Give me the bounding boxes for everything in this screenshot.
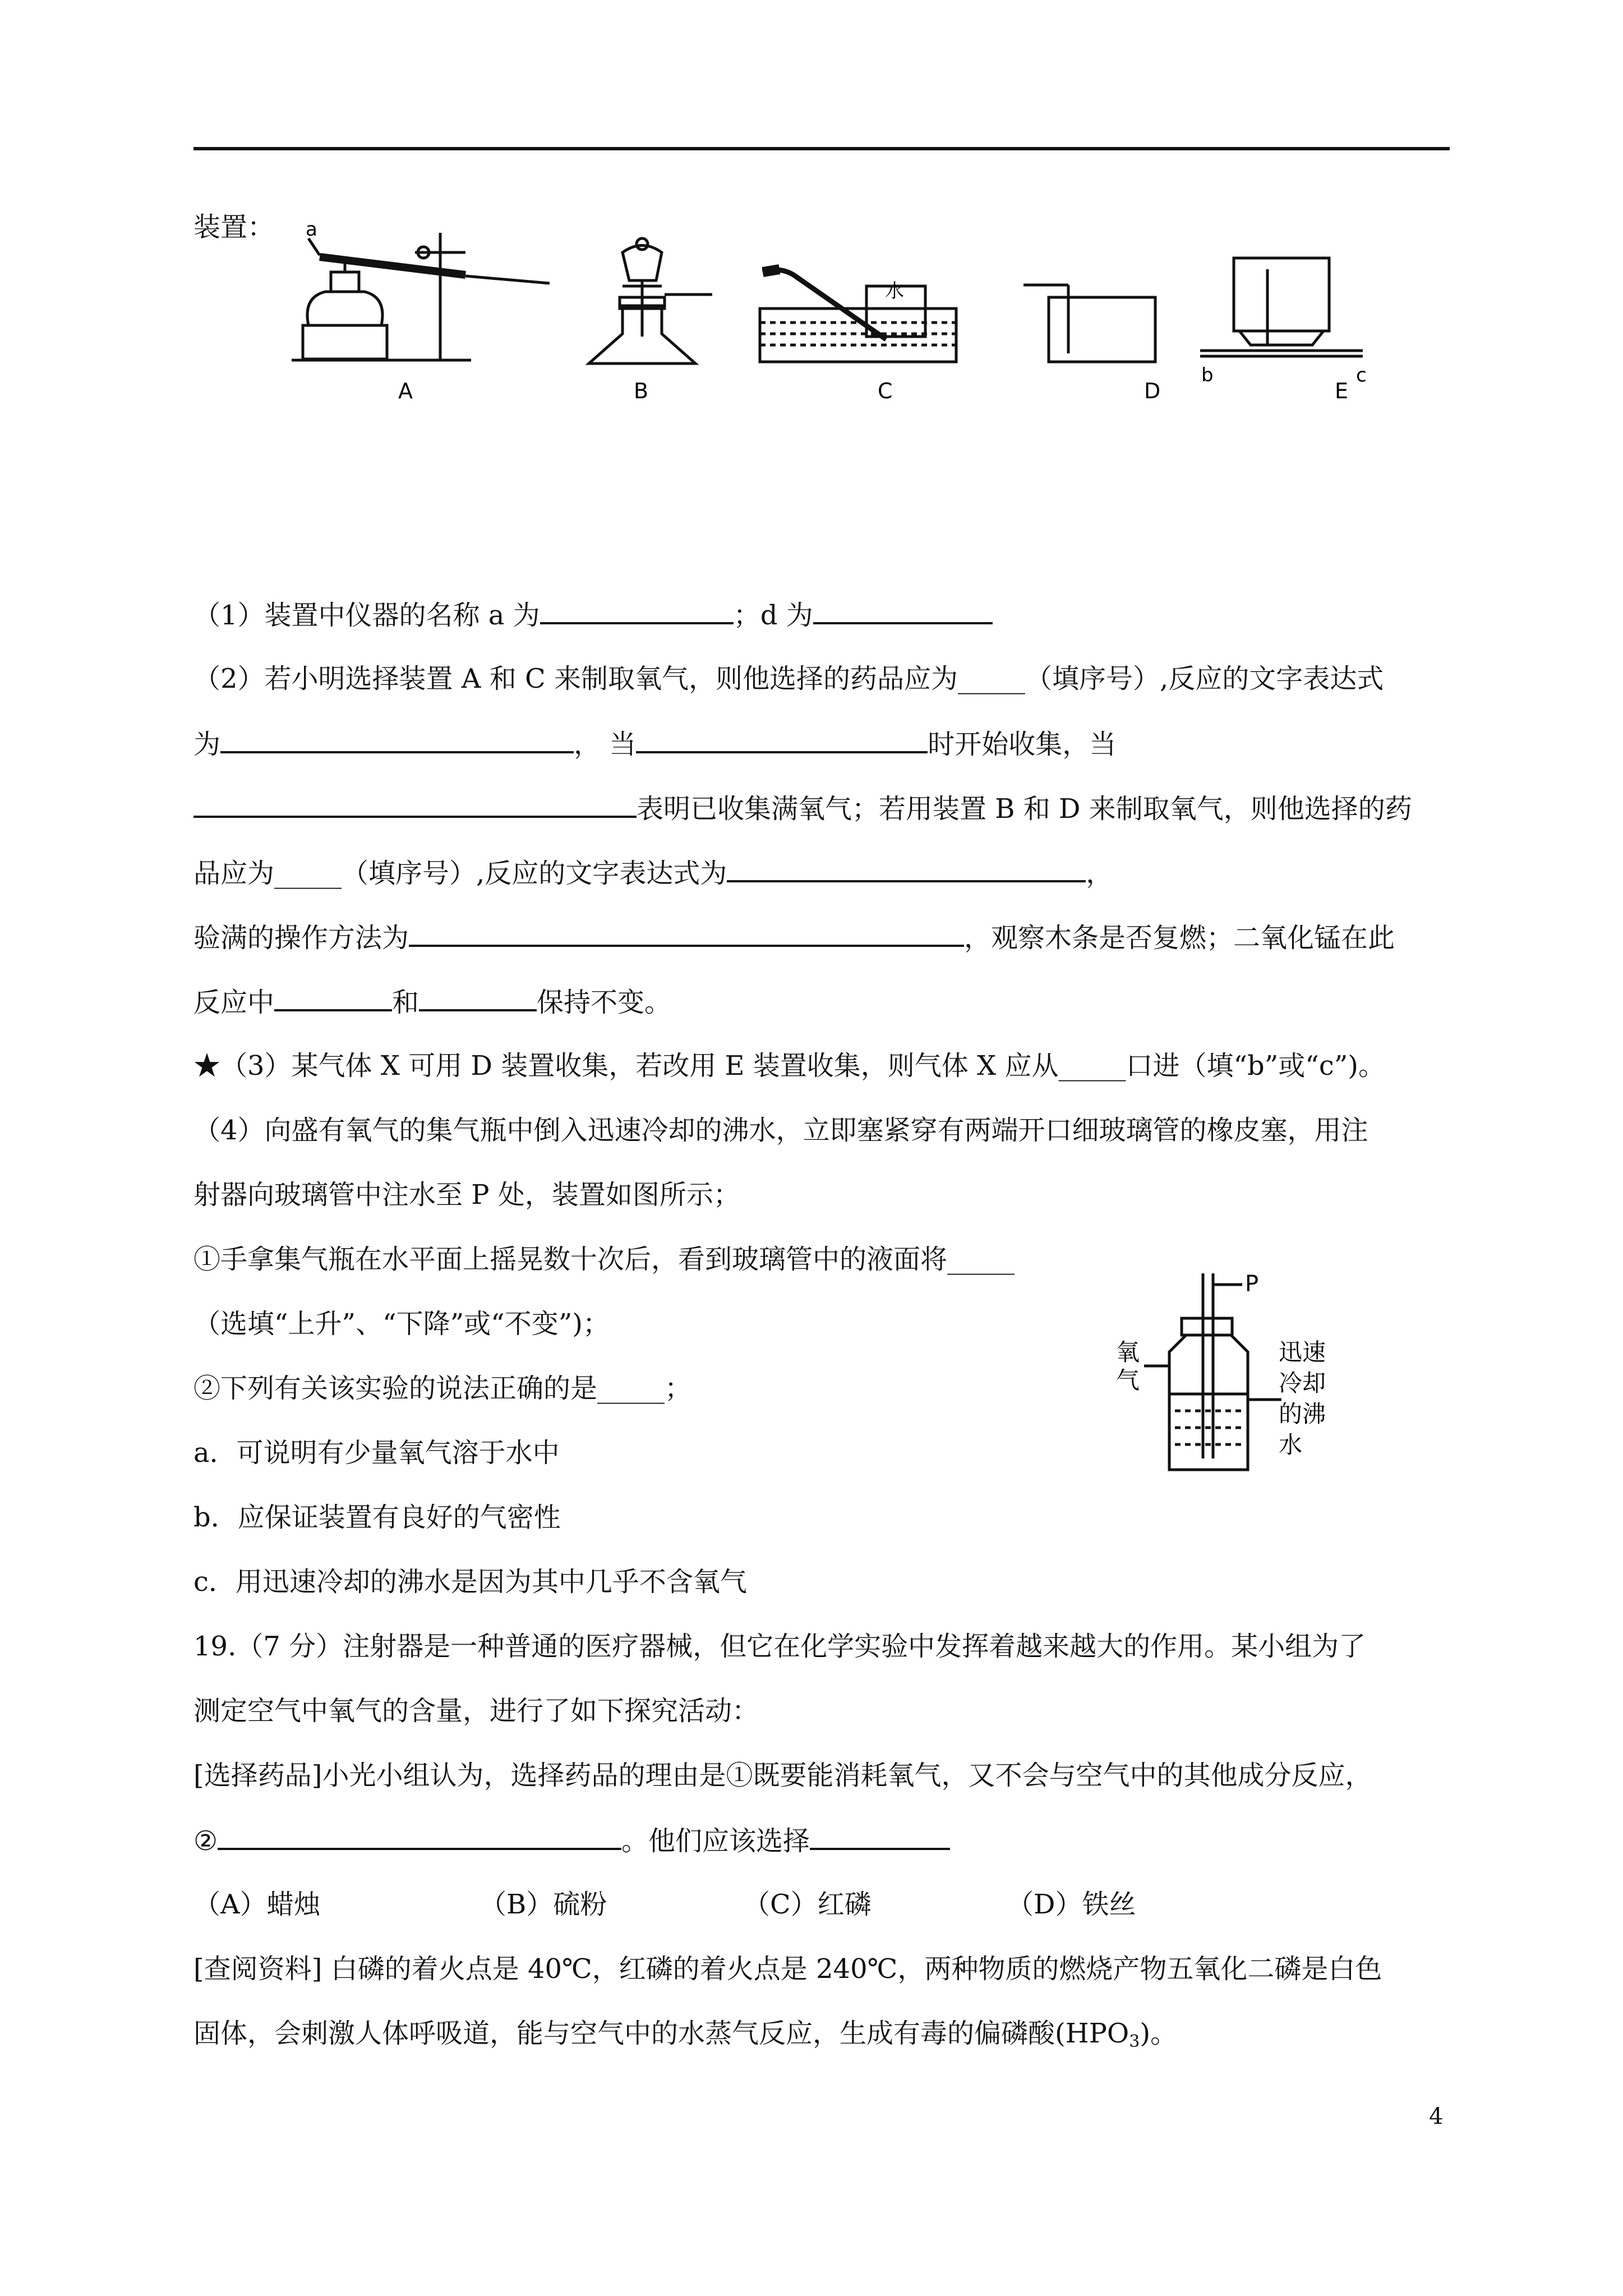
q4-option-a: a．可说明有少量氧气溶于水中 xyxy=(193,1437,560,1469)
label-P: P xyxy=(1245,1271,1259,1297)
q4-option-c: c．用迅速冷却的沸水是因为其中几乎不含氧气 xyxy=(193,1566,747,1598)
q2-line-5: 验满的操作方法为 ，观察木条是否复燃；二氧化锰在此 xyxy=(193,920,1395,955)
label-C: C xyxy=(878,379,893,403)
q2-line-1: （2）若小明选择装置 A 和 C 来制取氧气，则他选择的药品应为_____（填序号）,反应的文字表达式 xyxy=(193,663,1384,694)
label-water-2: 冷却 xyxy=(1279,1369,1326,1397)
apparatus-figure xyxy=(286,213,1436,415)
label-B: B xyxy=(634,379,649,403)
label-water: 水 xyxy=(885,280,904,302)
q1-blank-a xyxy=(540,597,734,624)
q19-line-1: 19.（7 分）注射器是一种普通的医疗器械，但它在化学实验中发挥着越来越大的作用。某小组为了 xyxy=(193,1631,1366,1662)
label-port-c: c xyxy=(1356,364,1367,386)
q2-line-4: 品应为_____（填序号）,反应的文字表达式为 ， xyxy=(193,855,1113,890)
label-water-1: 迅速 xyxy=(1279,1338,1326,1366)
option-A: （A）蜡烛 xyxy=(193,1889,321,1920)
q19-line-2: 测定空气中氧气的含量，进行了如下探究活动： xyxy=(193,1695,759,1727)
label-water-3: 的沸 xyxy=(1279,1400,1326,1428)
option-C: （C）红磷 xyxy=(743,1889,872,1920)
oxygen-bottle-figure xyxy=(1113,1268,1349,1487)
label-E: E xyxy=(1335,379,1349,403)
q2-line-2: 为 ， 当 时开始收集，当 xyxy=(193,726,1116,761)
page-number: 4 xyxy=(1429,2104,1444,2129)
option-D: （D）铁丝 xyxy=(1007,1889,1136,1920)
q19-line-6: [查阅资料] 白磷的着火点是 40℃，红磷的着火点是 240℃，两种物质的燃烧产物五氧化二磷是白色 xyxy=(193,1953,1382,1985)
header-rule xyxy=(193,147,1450,150)
q19-options xyxy=(193,1888,1136,1921)
q4-option-b: b．应保证装置有良好的气密性 xyxy=(193,1502,561,1533)
q1-line: （1）装置中仪器的名称 a 为 ；d 为 xyxy=(193,597,993,632)
q4-line-1: （4）向盛有氧气的集气瓶中倒入迅速冷却的沸水，立即塞紧穿有两端开口细玻璃管的橡皮塞，用注 xyxy=(193,1115,1368,1146)
label-port-b: b xyxy=(1201,364,1214,386)
q3-line: ★（3）某气体 X 可用 D 装置收集，若改用 E 装置收集，则气体 X 应从_____口进（填“b”或“c”)。 xyxy=(193,1050,1385,1082)
label-A: A xyxy=(398,379,413,403)
label-water-4: 水 xyxy=(1279,1431,1303,1458)
q2-line-6: 反应中 和 保持不变。 xyxy=(193,984,671,1019)
q4-line-2: 射器向玻璃管中注水至 P 处，装置如图所示； xyxy=(193,1179,740,1211)
q19-line-4: ② 。他们应该选择 xyxy=(193,1823,950,1858)
q2-line-3: 表明已收集满氧气；若用装置 B 和 D 来制取氧气，则他选择的药 xyxy=(193,791,1412,826)
q4-line-5: ②下列有关该实验的说法正确的是_____； xyxy=(193,1373,692,1404)
option-B: （B）硫粉 xyxy=(479,1889,607,1920)
label-oxygen-1: 氧 xyxy=(1116,1338,1140,1366)
label-oxygen-2: 气 xyxy=(1116,1366,1140,1394)
apparatus-heading: 装置： xyxy=(193,211,275,243)
label-a-marker: a xyxy=(306,218,317,241)
label-D: D xyxy=(1144,379,1161,403)
q19-line-7: 固体，会刺激人体呼吸道，能与空气中的水蒸气反应，生成有毒的偏磷酸$(HPO_3)$。 xyxy=(193,2018,1178,2051)
q4-line-3: ①手拿集气瓶在水平面上摇晃数十次后，看到玻璃管中的液面将_____ xyxy=(193,1244,1015,1275)
q1-blank-d xyxy=(813,597,993,624)
q4-line-4: （选填“上升”、“下降”或“不变”)； xyxy=(193,1308,610,1340)
q19-line-3: [选择药品]小光小组认为，选择药品的理由是①既要能消耗氧气，又不会与空气中的其他成分反应， xyxy=(193,1760,1372,1791)
